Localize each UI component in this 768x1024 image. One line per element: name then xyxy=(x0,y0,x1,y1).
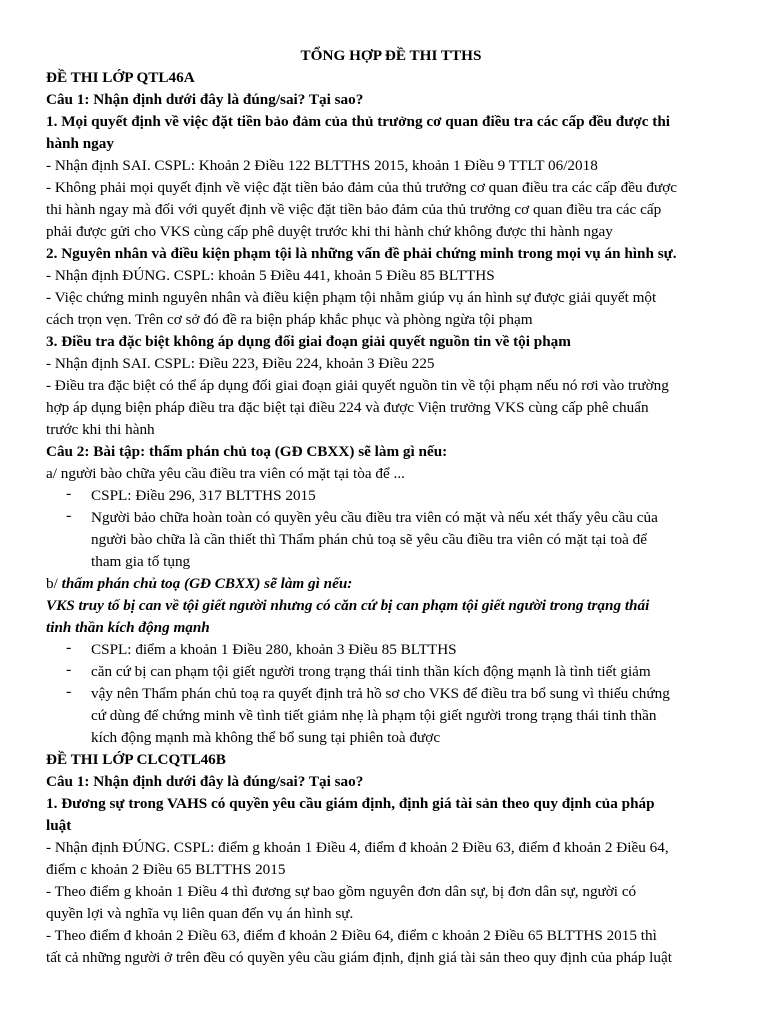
bullet-dash: - xyxy=(66,639,72,656)
statement-3-body: trước khi thi hành xyxy=(46,421,155,438)
question-1-heading: Câu 1: Nhận định dưới đây là đúng/sai? Tại sao? xyxy=(46,773,364,790)
list-item-text: người bào chữa là cần thiết thì Thẩm phán chủ toạ sẽ yêu cầu điều tra viên có mặt tại toà để xyxy=(91,531,648,548)
statement-1-body: - Theo điểm đ khoản 2 Điều 63, điểm đ khoản 2 Điều 64, điểm c khoản 2 Điều 65 BLTTHS 2015 thì xyxy=(46,927,657,944)
question-2-heading: Câu 2: Bài tập: thẩm phán chủ toạ (GĐ CBXX) sẽ làm gì nếu: xyxy=(46,443,448,460)
statement-2-body: - Việc chứng minh nguyên nhân và điều kiện phạm tội nhằm giúp vụ án hình sự được giải quyết một xyxy=(46,289,657,306)
statement-2-body: cách trọn vẹn. Trên cơ sở đó đề ra biện pháp khắc phục và phòng ngừa tội phạm xyxy=(46,311,533,328)
question-1-heading: Câu 1: Nhận định dưới đây là đúng/sai? Tại sao? xyxy=(46,91,364,108)
bullet-dash: - xyxy=(66,683,72,700)
list-item-text: tham gia tố tụng xyxy=(91,553,191,570)
statement-1-body: thi hành ngay mà đối với quyết định về việc đặt tiền bảo đảm của thủ trưởng cơ quan điều tra các cấp xyxy=(46,201,662,218)
list-item-text: cứ dùng để chứng minh về tình tiết giảm nhẹ là phạm tội giết người trong trạng thái tinh thần xyxy=(91,707,657,724)
statement-1-body: phải được gửi cho VKS cùng cấp phê duyệt trước khi thi hành chứ không được thi hành ngay xyxy=(46,223,613,240)
list-item xyxy=(46,639,736,661)
statement-2-title: 2. Nguyên nhân và điều kiện phạm tội là những vấn đề phải chứng minh trong mọi vụ án hình sự. xyxy=(46,245,677,262)
bullet-dash: - xyxy=(66,661,72,678)
statement-3-title: 3. Điều tra đặc biệt không áp dụng đối giai đoạn giải quyết nguồn tin về tội phạm xyxy=(46,333,571,350)
question-2a-intro: a/ người bào chữa yêu cầu điều tra viên có mặt tại tòa để ... xyxy=(46,465,405,482)
statement-1-body: - Nhận định SAI. CSPL: Khoản 2 Điều 122 BLTTHS 2015, khoản 1 Điều 9 TTLT 06/2018 xyxy=(46,157,598,174)
statement-2-body: - Nhận định ĐÚNG. CSPL: khoản 5 Điều 441, khoản 5 Điều 85 BLTTHS xyxy=(46,267,495,284)
statement-1-title: luật xyxy=(46,817,72,834)
statement-1-body: - Không phải mọi quyết định về việc đặt tiền bảo đảm của thủ trưởng cơ quan điều tra các cấp đều được xyxy=(46,179,677,196)
statement-1-title: 1. Mọi quyết định về việc đặt tiền bảo đảm của thủ trưởng cơ quan điều tra các cấp đều được thi xyxy=(46,113,670,130)
document-title: TỔNG HỢP ĐỀ THI TTHS xyxy=(300,47,482,64)
statement-1-body: - Nhận định ĐÚNG. CSPL: điểm g khoản 1 Điều 4, điểm đ khoản 2 Điều 63, điểm đ khoản 2 Điều 64, xyxy=(46,839,669,856)
list-item xyxy=(46,507,736,573)
statement-1-title: 1. Đương sự trong VAHS có quyền yêu cầu giám định, định giá tài sản theo quy định của pháp xyxy=(46,795,655,812)
list-item xyxy=(46,485,736,507)
list-item xyxy=(46,661,736,683)
section-heading-qtl46a: ĐỀ THI LỚP QTL46A xyxy=(46,69,195,86)
list-item-text: căn cứ bị can phạm tội giết người trong trạng thái tinh thần kích động mạnh là tình tiết giảm xyxy=(91,663,651,680)
statement-3-body: - Điều tra đặc biệt có thể áp dụng đối giai đoạn giải quyết nguồn tin về tội phạm nếu nó rơi vào trường xyxy=(46,377,669,394)
list-item-text: CSPL: điểm a khoản 1 Điều 280, khoản 3 Điều 85 BLTTHS xyxy=(91,641,457,658)
section-heading-clcqtl46b: ĐỀ THI LỚP CLCQTL46B xyxy=(46,751,226,768)
statement-3-body: - Nhận định SAI. CSPL: Điều 223, Điều 224, khoản 3 Điều 225 xyxy=(46,355,435,372)
question-2b-intro-text: thẩm phán chủ toạ (GĐ CBXX) sẽ làm gì nếu: xyxy=(61,575,353,592)
question-2b-intro xyxy=(46,573,736,595)
statement-1-body: quyền lợi và nghĩa vụ liên quan đến vụ án hình sự. xyxy=(46,905,354,922)
statement-3-body: hợp áp dụng biện pháp điều tra đặc biệt tại điều 224 và được Viện trưởng VKS cùng cấp phê chuẩn xyxy=(46,399,649,416)
bullet-dash: - xyxy=(66,485,72,502)
statement-1-title: hành ngay xyxy=(46,135,114,152)
list-item-text: Người bảo chữa hoàn toàn có quyền yêu cầu điều tra viên có mặt và nếu xét thấy yêu cầu của xyxy=(91,509,658,526)
document-page xyxy=(46,45,736,969)
list-item-text: vậy nên Thẩm phán chủ toạ ra quyết định trả hồ sơ cho VKS để điều tra bổ sung vì thiếu chứng xyxy=(91,685,670,702)
list-item-text: CSPL: Điều 296, 317 BLTTHS 2015 xyxy=(91,487,316,504)
statement-1-body: tất cả những người ở trên đều có quyền yêu cầu giám định, định giá tài sản theo quy định của pháp luật xyxy=(46,949,672,966)
list-item-text: kích động mạnh mà không thể bổ sung tại phiên toà được xyxy=(91,729,441,746)
bullet-dash: - xyxy=(66,507,72,524)
statement-1-body: - Theo điểm g khoản 1 Điều 4 thì đương sự bao gồm nguyên đơn dân sự, bị đơn dân sự, người có xyxy=(46,883,637,900)
list-item xyxy=(46,683,736,749)
question-2b-prefix: b/ xyxy=(46,575,62,592)
statement-1-body: điểm c khoản 2 Điều 65 BLTTHS 2015 xyxy=(46,861,286,878)
question-2b-scenario: tinh thần kích động mạnh xyxy=(46,619,210,636)
question-2b-scenario: VKS truy tố bị can về tội giết người nhưng có căn cứ bị can phạm tội giết người trong trạng thái xyxy=(46,597,650,614)
